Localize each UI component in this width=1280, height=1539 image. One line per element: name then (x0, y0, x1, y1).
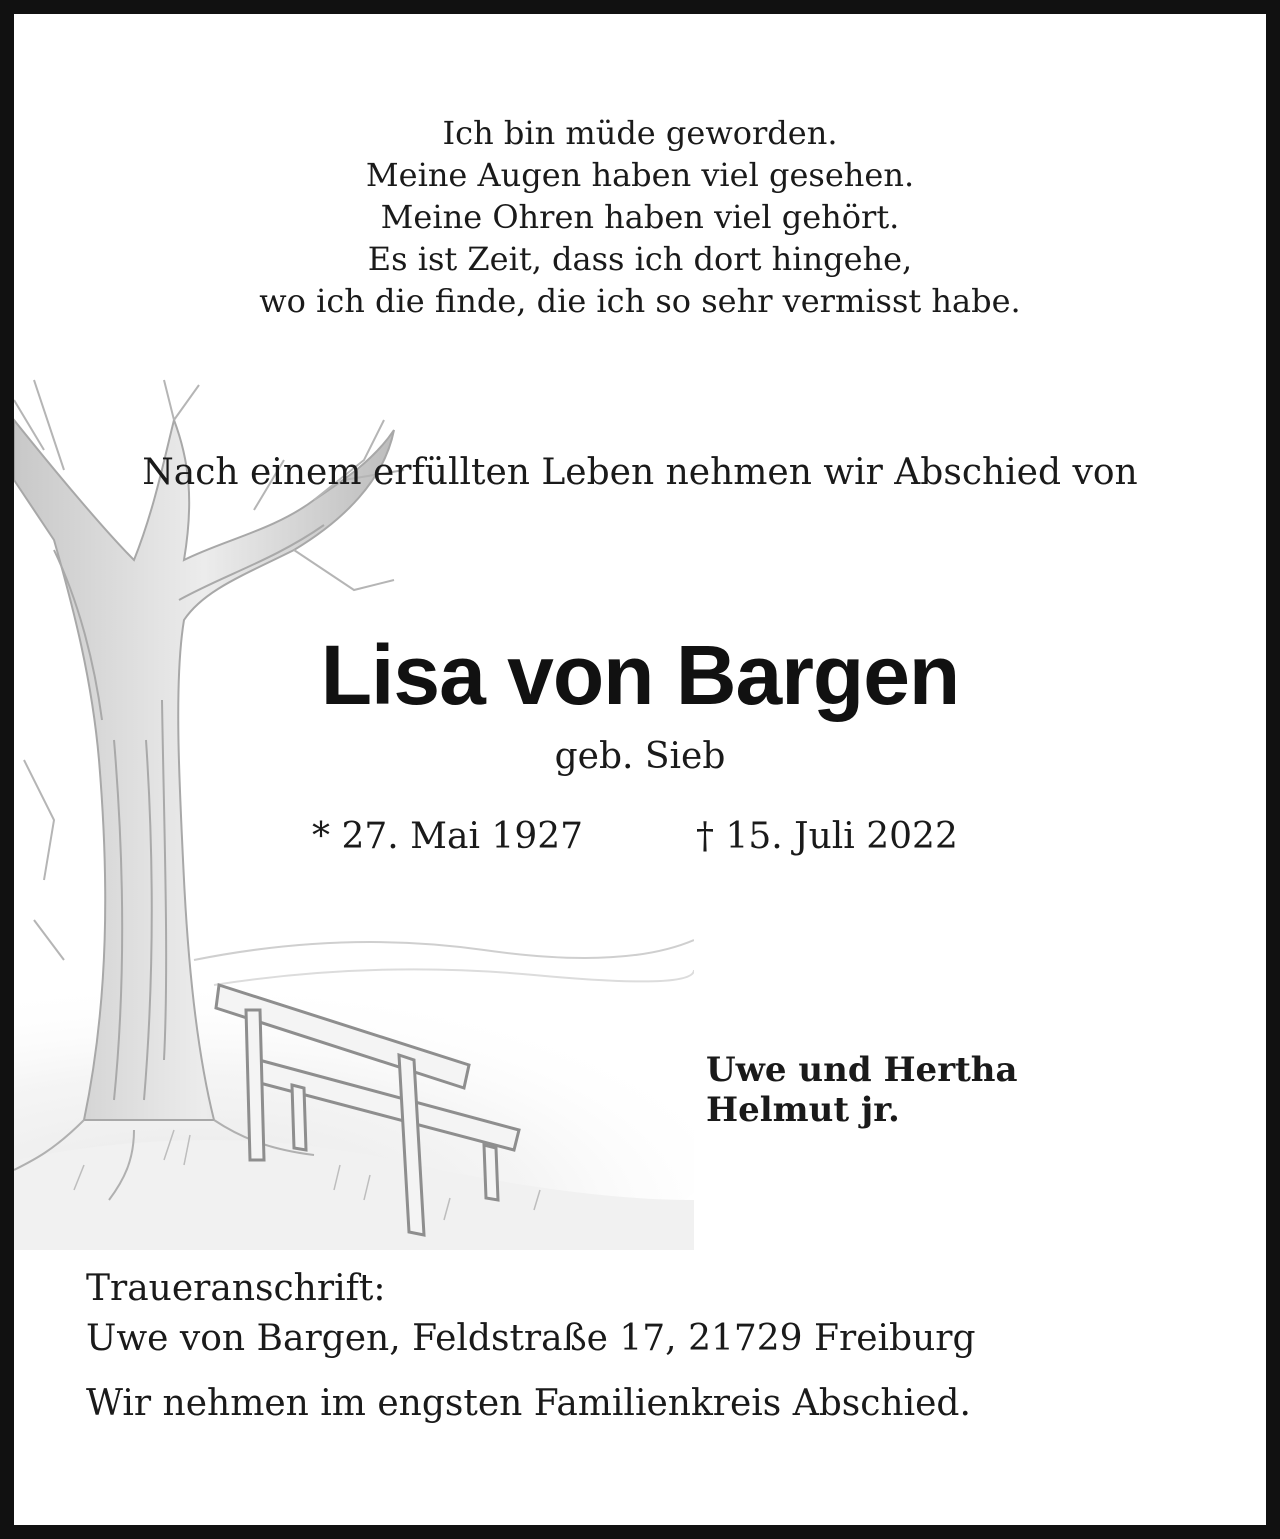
poem-line: Ich bin müde geworden. (442, 114, 838, 152)
mourner-line: Helmut jr. (706, 1090, 900, 1130)
poem-line: wo ich die finde, die ich so sehr vermisst habe. (259, 282, 1021, 320)
closing-text: Wir nehmen im engsten Familienkreis Abschied. (86, 1383, 971, 1424)
maiden-name: geb. Sieb (554, 736, 726, 777)
deceased-name: Lisa von Bargen (320, 628, 960, 722)
condolence-address (86, 1264, 976, 1364)
address-line: Uwe von Bargen, Feldstraße 17, 21729 Freiburg (86, 1318, 976, 1359)
poem-line: Meine Augen haben viel gesehen. (365, 156, 915, 194)
poem (0, 112, 1280, 322)
poem-line: Es ist Zeit, dass ich dort hingehe, (367, 240, 913, 278)
death-date: † 15. Juli 2022 (696, 816, 958, 857)
birth-date: * 27. Mai 1927 (312, 816, 584, 857)
address-label: Traueranschrift: (86, 1268, 386, 1309)
intro-text: Nach einem erfüllten Leben nehmen wir Abschied von (142, 452, 1138, 493)
poem-line: Meine Ohren haben viel gehört. (380, 198, 900, 236)
mourners (706, 1050, 1018, 1130)
mourner-line: Uwe und Hertha (706, 1050, 1018, 1090)
